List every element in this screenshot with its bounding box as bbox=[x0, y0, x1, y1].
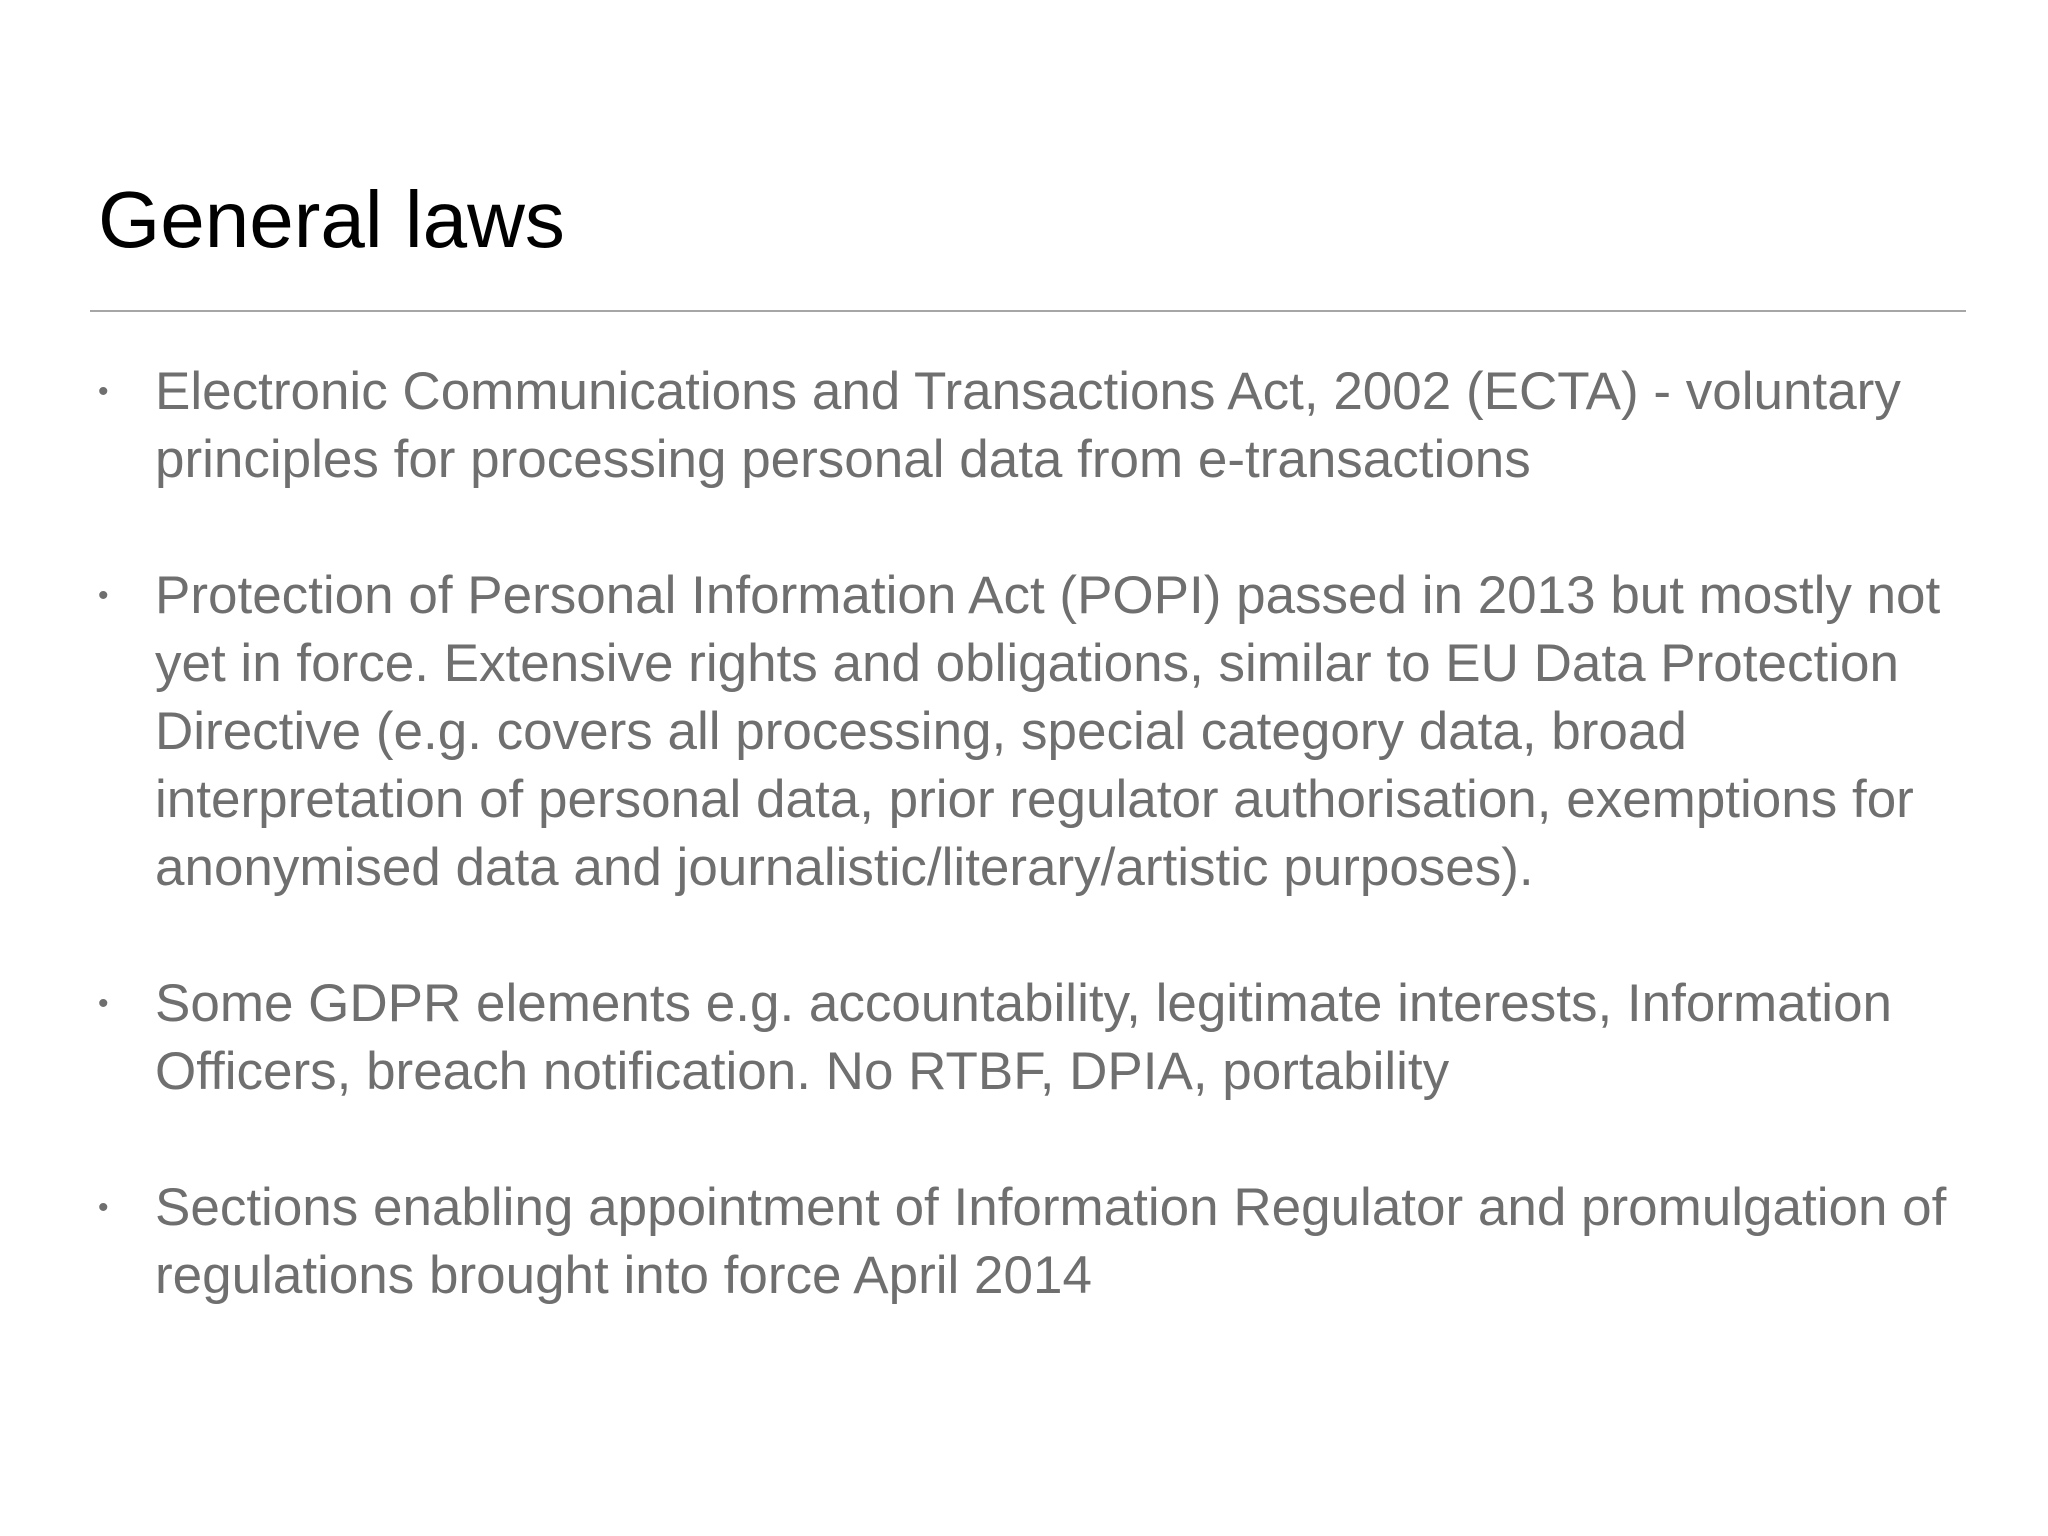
bullet-list bbox=[98, 358, 1964, 1310]
bullet-dot-icon: • bbox=[98, 579, 109, 612]
bullet-text: Protection of Personal Information Act (POPI) passed in 2013 but mostly not yet in force. Extensive rights and obligations, similar to EU Data Protection Directive (e.g. covers all processing, special category data, broad interpretation of personal data, prior regulator authorisation, exemptions for anonymised data and journalistic/literary/artistic purposes). bbox=[155, 566, 1941, 897]
bullet-dot-icon: • bbox=[98, 375, 109, 408]
bullet-item-regulator bbox=[98, 1174, 1964, 1310]
bullet-text: Sections enabling appointment of Information Regulator and promulgation of regulations brought into force April 2014 bbox=[155, 1178, 1947, 1305]
bullet-text: Electronic Communications and Transactions Act, 2002 (ECTA) - voluntary principles for processing personal data from e-transactions bbox=[155, 362, 1901, 489]
bullet-dot-icon: • bbox=[98, 1191, 109, 1224]
slide-title: General laws bbox=[98, 175, 565, 264]
bullet-item-popi bbox=[98, 562, 1964, 902]
bullet-text: Some GDPR elements e.g. accountability, legitimate interests, Information Officers, breach notification. No RTBF, DPIA, portability bbox=[155, 974, 1893, 1101]
bullet-item-gdpr-elements bbox=[98, 970, 1964, 1106]
bullet-item-ecta bbox=[98, 358, 1964, 494]
bullet-dot-icon: • bbox=[98, 987, 109, 1020]
title-divider bbox=[90, 310, 1966, 312]
